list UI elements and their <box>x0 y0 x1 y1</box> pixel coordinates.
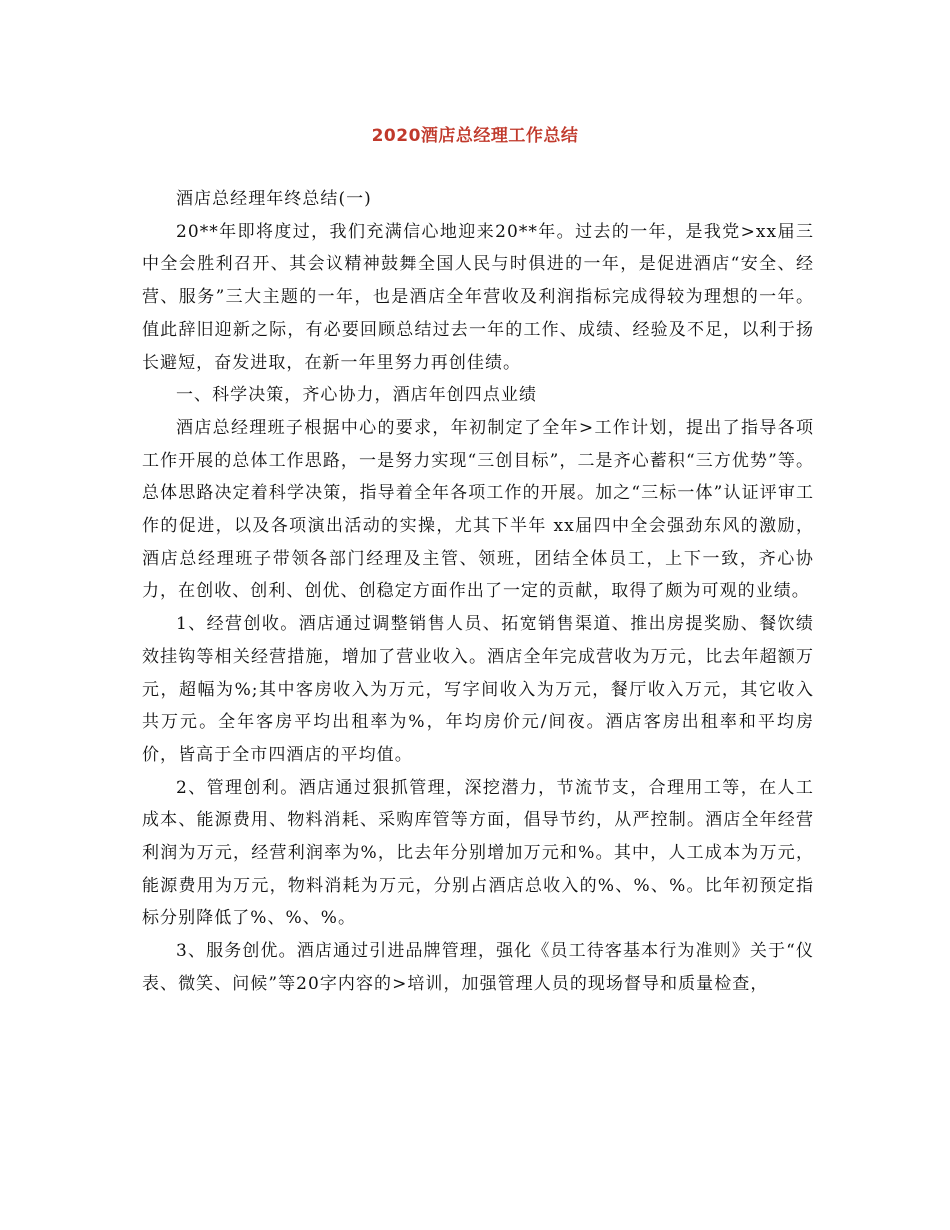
document-title: 2020酒店总经理工作总结 <box>371 126 579 146</box>
paragraph-decision: 酒店总经理班子根据中心的要求，年初制定了全年>工作计划，提出了指导各项工作开展的总体工作思路，一是努力实现“三创目标”，二是齐心蓄积“三方优势”等。总体思路决定着科学决策，指导着全年各项工作的开展。加之“三标一体”认证评审工作的促进，以及各项演出活动的实操，尤其下半年 xx届四中全会强劲东风的激励，酒店总经理班子带领各部门经理及主管、领班，团结全体员工，上下一致，齐心协力，在创收、创利、创优、创稳定方面作出了一定的贡献，取得了颇为可观的业绩。 <box>142 417 814 602</box>
paragraph-intro: 20**年即将度过，我们充满信心地迎来20**年。过去的一年，是我党>xx届三中全会胜利召开、其会议精神鼓舞全国人民与时俱进的一年，是促进酒店“安全、经营、服务”三大主题的一年，也是酒店全年营收及利润指标完成得较为理想的一年。值此辞旧迎新之际，有必要回顾总结过去一年的工作、成绩、经验及不足，以利于扬长避短，奋发进取，在新一年里努力再创佳绩。 <box>142 221 814 373</box>
paragraph-revenue: 1、经营创收。酒店通过调整销售人员、拓宽销售渠道、推出房提奖励、餐饮绩效挂钩等相关经营措施，增加了营业收入。酒店全年完成营收为万元，比去年超额万元，超幅为%;其中客房收入为万元，写字间收入为万元，餐厅收入万元，其它收入共万元。全年客房平均出租率为%，年均房价元/间夜。酒店客房出租率和平均房价，皆高于全市四酒店的平均值。 <box>142 614 814 765</box>
document-body <box>142 183 814 1001</box>
section-heading-summary-one: 酒店总经理年终总结(一) <box>176 189 372 209</box>
paragraph-profit: 2、管理创利。酒店通过狠抓管理，深挖潜力，节流节支，合理用工等，在人工成本、能源费用、物料消耗、采购库管等方面，倡导节约，从严控制。酒店全年经营利润为万元，经营利润率为%，比去年分别增加万元和%。其中，人工成本为万元，能源费用为万元，物料消耗为万元，分别占酒店总收入的%、%、%。比年初预定指标分别降低了%、%、%。 <box>142 777 814 929</box>
section-heading-part-one: 一、科学决策，齐心协力，酒店年创四点业绩 <box>176 385 537 406</box>
paragraph-service: 3、服务创优。酒店通过引进品牌管理，强化《员工待客基本行为准则》关于“仪表、微笑、问候”等20字内容的>培训，加强管理人员的现场督导和质量检查， <box>142 941 814 994</box>
